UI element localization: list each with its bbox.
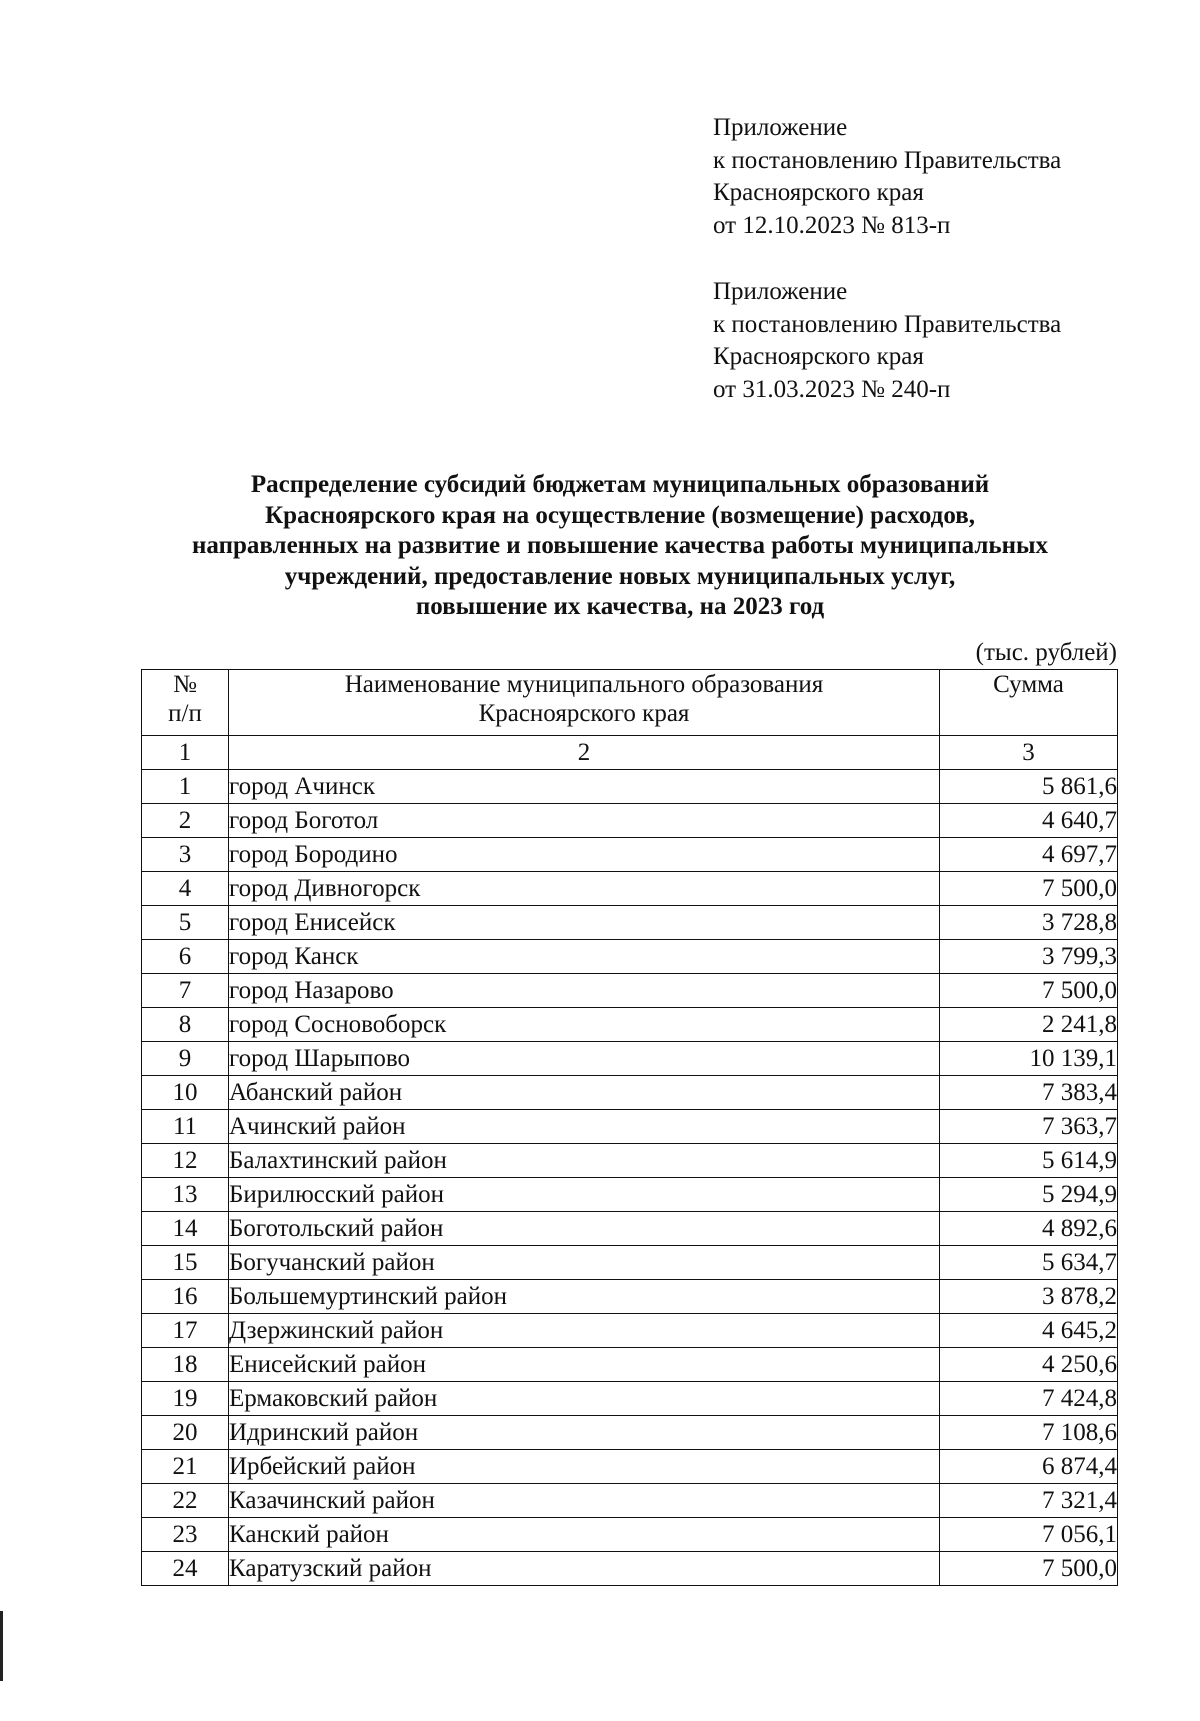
header-name-line1: Наименование муниципального образования [344,671,824,698]
table-row [142,1280,1118,1314]
table-row [142,1076,1118,1110]
appendix-line: Красноярского края [713,179,924,206]
row-number: 15 [142,1246,229,1280]
column-number: 3 [940,736,1118,770]
subsidy-amount: 2 241,8 [940,1008,1118,1042]
subsidy-amount: 5 614,9 [940,1144,1118,1178]
table-row [142,1314,1118,1348]
table-row [142,1008,1118,1042]
municipality-name: Боготольский район [229,1212,940,1246]
header-name [229,670,940,736]
row-number: 7 [142,974,229,1008]
municipality-name: город Шарыпово [229,1042,940,1076]
subsidy-amount: 7 321,4 [940,1484,1118,1518]
appendix-line: Красноярского края [713,343,924,370]
table-row [142,906,1118,940]
row-number: 11 [142,1110,229,1144]
row-number: 13 [142,1178,229,1212]
header-number-line1: № [173,671,197,698]
municipality-name: город Боготол [229,804,940,838]
subsidy-amount: 4 892,6 [940,1212,1118,1246]
municipality-name: Бирилюсский район [229,1178,940,1212]
table-row [142,1178,1118,1212]
subsidy-amount: 4 697,7 [940,838,1118,872]
appendix-line: к постановлению Правительства [713,146,1062,174]
municipality-name: Большемуртинский район [229,1280,940,1314]
subsidy-amount: 10 139,1 [940,1042,1118,1076]
row-number: 24 [142,1552,229,1586]
subsidy-amount: 7 383,4 [940,1076,1118,1110]
row-number: 4 [142,872,229,906]
table-row [142,1042,1118,1076]
title-line: повышение их качества, на 2023 год [415,593,825,620]
municipality-name: Ермаковский район [229,1382,940,1416]
row-number: 22 [142,1484,229,1518]
table-row [142,1484,1118,1518]
table-row [142,1552,1118,1586]
municipality-name: Абанский район [229,1076,940,1110]
document-title [120,470,1120,623]
municipality-name: Богучанский район [229,1246,940,1280]
row-number: 3 [142,838,229,872]
table-row [142,974,1118,1008]
table-row [142,770,1118,804]
title-line: Распределение субсидий бюджетам муниципальных образований [250,471,990,498]
table-row [142,804,1118,838]
table-row [142,1348,1118,1382]
appendix-block-current [713,112,1061,242]
appendix-block-original [713,276,1061,406]
subsidy-amount: 5 861,6 [940,770,1118,804]
title-line: Красноярского края на осуществление (возмещение) расходов, [265,501,975,529]
subsidy-amount: 3 799,3 [940,940,1118,974]
municipality-name: город Енисейск [229,906,940,940]
row-number: 5 [142,906,229,940]
table-header-row [142,670,1118,736]
municipality-name: город Дивногорск [229,872,940,906]
subsidy-amount: 4 640,7 [940,804,1118,838]
municipality-name: Ачинский район [229,1110,940,1144]
appendix-line: Приложение [713,278,848,305]
municipality-name: город Ачинск [229,770,940,804]
row-number: 2 [142,804,229,838]
subsidy-amount: 7 424,8 [940,1382,1118,1416]
table-row [142,940,1118,974]
municipality-name: город Сосновоборск [229,1008,940,1042]
header-sum: Сумма [940,670,1118,736]
municipality-name: Идринский район [229,1416,940,1450]
subsidy-amount: 7 056,1 [940,1518,1118,1552]
row-number: 9 [142,1042,229,1076]
row-number: 12 [142,1144,229,1178]
table-row [142,1144,1118,1178]
subsidy-amount: 5 634,7 [940,1246,1118,1280]
appendix-line: Приложение [713,114,848,141]
municipality-name: город Бородино [229,838,940,872]
row-number: 23 [142,1518,229,1552]
header-number-line2: п/п [168,700,202,727]
row-number: 18 [142,1348,229,1382]
municipality-name: город Канск [229,940,940,974]
appendix-decree-ref: от 12.10.2023 № 813-п [713,211,951,239]
municipality-name: Балахтинский район [229,1144,940,1178]
table-row [142,1110,1118,1144]
column-number: 2 [229,736,940,770]
subsidy-amount: 3 728,8 [940,906,1118,940]
municipality-name: Казачинский район [229,1484,940,1518]
table-row [142,1246,1118,1280]
table-row [142,1212,1118,1246]
municipality-name: Ирбейский район [229,1450,940,1484]
appendix-line: к постановлению Правительства [713,310,1062,338]
table-row [142,1450,1118,1484]
appendix-decree-ref: от 31.03.2023 № 240-п [713,375,951,403]
municipality-name: Каратузский район [229,1552,940,1586]
table-row [142,1382,1118,1416]
subsidy-amount: 7 363,7 [940,1110,1118,1144]
subsidy-amount: 3 878,2 [940,1280,1118,1314]
row-number: 16 [142,1280,229,1314]
subsidy-amount: 7 500,0 [940,1552,1118,1586]
row-number: 20 [142,1416,229,1450]
subsidy-amount: 5 294,9 [940,1178,1118,1212]
column-number: 1 [142,736,229,770]
title-line: направленных на развитие и повышение качества работы муниципальных [192,532,1048,559]
distribution-table [141,669,1118,1586]
units-note: (тыс. рублей) [975,639,1117,666]
title-line: учреждений, предоставление новых муниципальных услуг, [284,562,956,590]
header-name-line2: Красноярского края [478,700,690,727]
row-number: 1 [142,770,229,804]
scan-edge-mark [0,1611,3,1681]
header-number [142,670,229,736]
table-body [142,770,1118,1586]
row-number: 8 [142,1008,229,1042]
subsidy-amount: 7 108,6 [940,1416,1118,1450]
subsidy-amount: 4 250,6 [940,1348,1118,1382]
table-row [142,1416,1118,1450]
municipality-name: Енисейский район [229,1348,940,1382]
municipality-name: Канский район [229,1518,940,1552]
table-row [142,872,1118,906]
row-number: 19 [142,1382,229,1416]
municipality-name: Дзержинский район [229,1314,940,1348]
subsidy-amount: 7 500,0 [940,974,1118,1008]
subsidy-amount: 6 874,4 [940,1450,1118,1484]
row-number: 21 [142,1450,229,1484]
column-number-row [142,736,1118,770]
municipality-name: город Назарово [229,974,940,1008]
subsidy-amount: 4 645,2 [940,1314,1118,1348]
row-number: 10 [142,1076,229,1110]
table-row [142,838,1118,872]
row-number: 14 [142,1212,229,1246]
subsidy-amount: 7 500,0 [940,872,1118,906]
row-number: 6 [142,940,229,974]
row-number: 17 [142,1314,229,1348]
table-row [142,1518,1118,1552]
